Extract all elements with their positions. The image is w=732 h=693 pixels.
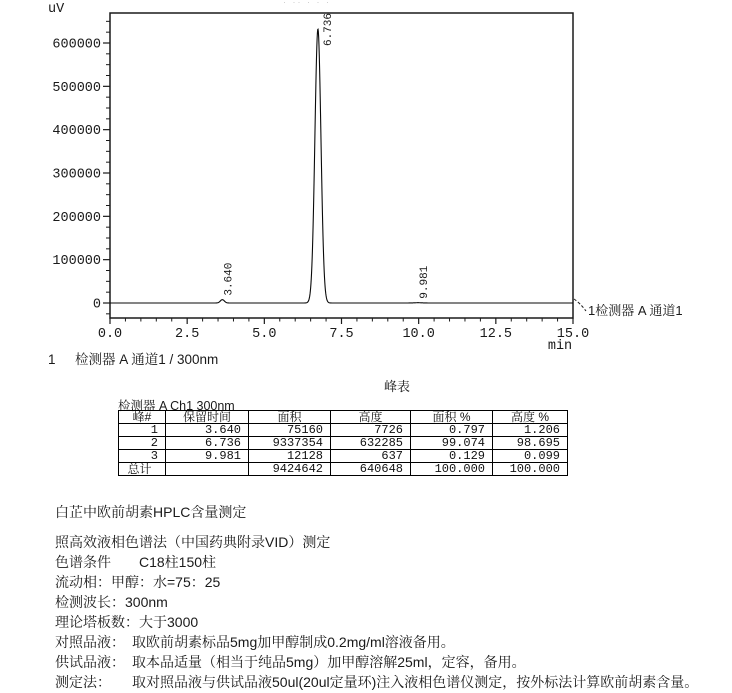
y-tick-label: 200000	[52, 210, 101, 226]
x-axis-unit-label: min	[547, 339, 573, 354]
table-row	[119, 437, 568, 450]
table-total-row	[119, 463, 568, 476]
col-header-retention: 保留时间	[166, 411, 249, 424]
cell-peak-no: 3	[119, 450, 166, 463]
note-line: 供试品液： 取本品适量（相当于纯品5mg）加甲醇溶解25ml，定容，备用。	[55, 654, 526, 670]
plot-frame	[110, 13, 573, 318]
x-tick-label: 7.5	[329, 327, 354, 342]
cell-area: 9424642	[249, 463, 331, 476]
col-header-area: 面积	[249, 411, 331, 424]
cell-area: 9337354	[249, 437, 331, 450]
col-header-height: 高度	[331, 411, 411, 424]
cell-height: 632285	[331, 437, 411, 450]
cell-area-pct: 99.074	[411, 437, 493, 450]
cell-peak-no: 1	[119, 424, 166, 437]
cropped-text-remnant: · ·· · · ·	[283, 0, 331, 7]
col-header-peak-no: 峰#	[119, 411, 166, 424]
x-tick-label: 12.5	[479, 327, 513, 342]
note-line: 照高效液相色谱法（中国药典附录VID）测定	[55, 534, 331, 550]
note-line: 检测波长：300nm	[55, 594, 168, 610]
cell-area-pct: 0.797	[411, 424, 493, 437]
cell-height-pct: 100.000	[493, 463, 568, 476]
cell-area-pct: 100.000	[411, 463, 493, 476]
peak-table-title: 峰表	[384, 379, 411, 394]
y-tick-label: 0	[92, 297, 101, 313]
col-header-area-pct: 面积 %	[411, 411, 493, 424]
cell-height-pct: 0.099	[493, 450, 568, 463]
cell-retention: 6.736	[166, 437, 249, 450]
cell-height: 7726	[331, 424, 411, 437]
x-tick-label: 15.0	[556, 327, 590, 342]
cell-area: 75160	[249, 424, 331, 437]
x-tick-label: 2.5	[175, 327, 200, 342]
peak-table-header-row	[119, 411, 568, 424]
cell-retention: 3.640	[166, 424, 249, 437]
cell-height-pct: 98.695	[493, 437, 568, 450]
x-tick-label: 5.0	[252, 327, 277, 342]
note-line: 色谱条件 C18柱150柱	[55, 554, 217, 570]
note-line: 流动相：甲醇：水=75：25	[55, 574, 221, 590]
x-tick-label: 0.0	[97, 327, 123, 342]
table-row	[119, 424, 568, 437]
peak-rt-label: 9.981	[419, 265, 432, 299]
detector-annotation-label: 1检测器 A 通道1	[588, 303, 683, 318]
peak-rt-label: 6.736	[322, 12, 335, 47]
channel-caption-text: 检测器 A 通道1 / 300nm	[75, 352, 219, 367]
annotation-leader-line	[574, 299, 586, 311]
cell-peak-no: 2	[119, 437, 166, 450]
cell-retention: 9.981	[166, 450, 249, 463]
peak-table	[118, 410, 568, 476]
cell-area: 12128	[249, 450, 331, 463]
cell-height: 637	[331, 450, 411, 463]
note-line: 理论塔板数：大于3000	[55, 614, 199, 630]
cell-retention	[166, 463, 249, 476]
cell-total-label: 总计	[119, 463, 166, 476]
signal-trace	[110, 29, 573, 303]
y-tick-label: 400000	[52, 124, 101, 140]
y-tick-label: 500000	[52, 80, 101, 96]
channel-caption-index: 1	[48, 352, 56, 367]
table-row	[119, 450, 568, 463]
note-line: 测定法： 取对照品液与供试品液50ul(20ul定量环)注入液相色谱仪测定，按外标法计算欧前胡素含量。	[55, 674, 699, 690]
x-tick-label: 10.0	[402, 327, 435, 342]
col-header-height-pct: 高度 %	[493, 411, 568, 424]
cell-area-pct: 0.129	[411, 450, 493, 463]
note-line: 对照品液： 取欧前胡素标品5mg加甲醇制成0.2mg/ml溶液备用。	[55, 634, 455, 650]
notes-title: 白芷中欧前胡素HPLC含量测定	[55, 504, 247, 520]
y-tick-label: 300000	[52, 167, 101, 183]
y-axis-unit-label: uV	[48, 2, 65, 17]
channel-caption	[48, 348, 218, 368]
peak-table-subtitle: 检测器 A Ch1 300nm	[118, 399, 235, 413]
method-notes	[55, 502, 698, 692]
y-tick-label: 600000	[52, 37, 101, 53]
y-tick-label: 100000	[52, 254, 101, 270]
peak-rt-label: 3.640	[223, 262, 236, 296]
cell-height-pct: 1.206	[493, 424, 568, 437]
cell-height: 640648	[331, 463, 411, 476]
